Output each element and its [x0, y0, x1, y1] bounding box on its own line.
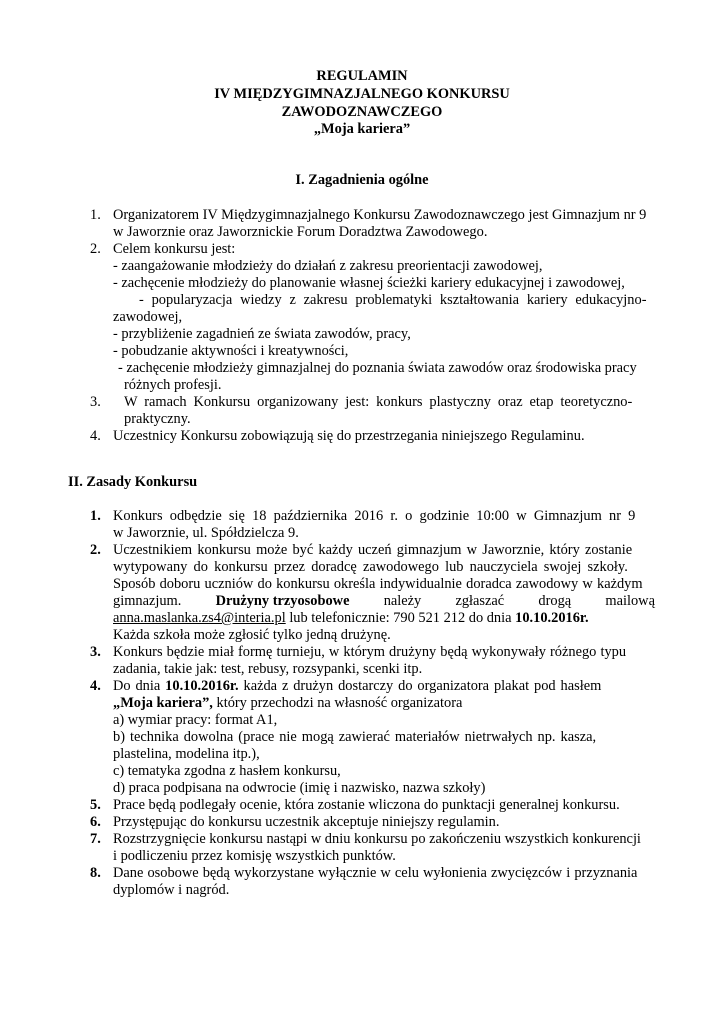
s2-item7-line1: Rozstrzygnięcie konkursu nastąpi w dniu konkursu po zakończeniu wszystkich konkurencji	[113, 831, 641, 847]
section-2-heading: II. Zasady Konkursu	[68, 474, 198, 490]
s2-item7-line2: i podliczeniu przez komisję wszystkich punktów.	[113, 848, 396, 864]
s2-item2-line2: wytypowany do konkursu przez doradcę zawodowego lub nauczyciela swojej szkoły.	[113, 559, 628, 575]
s1-goal-3-cont: zawodowej,	[113, 309, 183, 325]
contact-email-link[interactable]: anna.maslanka.zs4@interia.pl	[113, 610, 286, 626]
s2-item1-number: 1.	[90, 508, 101, 524]
s2-item6-line1: Przystępując do konkursu uczestnik akceptuje niniejszy regulamin.	[113, 814, 500, 830]
s1-goal-6: - zachęcenie młodzieży gimnazjalnej do poznania świata zawodów oraz środowiska pracy	[118, 360, 637, 376]
s2-item4-req-d: d) praca podpisana na odwrocie (imię i nazwisko, nazwa szkoły)	[113, 780, 486, 796]
s1-goal-6-cont: różnych profesji.	[124, 377, 222, 393]
s2-item8-number: 8.	[90, 865, 101, 881]
s2-item2-line6: Każda szkoła może zgłosić tylko jedną drużynę.	[113, 627, 391, 643]
s2-item2-number: 2.	[90, 542, 101, 558]
s2-item6-number: 6.	[90, 814, 101, 830]
title-line-4: „Moja kariera”	[313, 121, 411, 137]
s2-item3-number: 3.	[90, 644, 101, 660]
s2-item5-number: 5.	[90, 797, 101, 813]
s1-item1-line2: w Jaworznie oraz Jaworznickie Forum Doradztwa Zawodowego.	[113, 224, 488, 240]
s2-item5-line1: Prace będą podlegały ocenie, która zostanie wliczona do punktacji generalnej konkursu.	[113, 797, 620, 813]
s2-item4-req-b: b) technika dowolna (prace nie mogą zawierać materiałów nietrwałych np. kasza,	[113, 729, 597, 745]
s2-item2-line1: Uczestnikiem konkursu może być każdy uczeń gimnazjum w Jaworznie, który zostanie	[113, 542, 633, 558]
s1-goal-4: - przybliżenie zagadnień ze świata zawodów, pracy,	[113, 326, 411, 342]
title-line-3: ZAWODOZNAWCZEGO	[281, 104, 443, 120]
s1-item4-line1: Uczestnicy Konkursu zobowiązują się do przestrzegania niniejszego Regulaminu.	[113, 428, 585, 444]
s1-item3-line2: praktyczny.	[124, 411, 191, 427]
s2-item3-line2: zadania, takie jak: test, rebusy, rozsypanki, scenki itp.	[113, 661, 423, 677]
s1-goal-2: - zachęcenie młodzieży do planowanie własnej ścieżki kariery edukacyjnej i zawodowej,	[113, 275, 625, 291]
s2-item4-line1: Do dnia 10.10.2016r. każda z drużyn dostarczy do organizatora plakat pod hasłem	[113, 678, 602, 694]
s1-goal-3: - popularyzacja wiedzy z zakresu problematyki kształtowania kariery edukacyjno-	[139, 292, 647, 308]
s1-item1-number: 1.	[90, 207, 101, 223]
s1-item2-number: 2.	[90, 241, 101, 257]
s2-item1-line1: Konkurs odbędzie się 18 października 2016 r. o godzinie 10:00 w Gimnazjum nr 9	[113, 508, 636, 524]
s1-item2-intro: Celem konkursu jest:	[113, 241, 236, 257]
s2-item1-line2: w Jaworznie, ul. Spółdzielcza 9.	[113, 525, 299, 541]
s1-goal-1: - zaangażowanie młodzieży do działań z zakresu preorientacji zawodowej,	[113, 258, 543, 274]
s2-item3-line1: Konkurs będzie miał formę turnieju, w którym drużyny będą wykonywały różnego typu	[113, 644, 627, 660]
s1-goal-5: - pobudzanie aktywności i kreatywności,	[113, 343, 349, 359]
s2-item2-line5: anna.maslanka.zs4@interia.pl lub telefonicznie: 790 521 212 do dnia 10.10.2016r.	[113, 610, 589, 626]
s2-item4-number: 4.	[90, 678, 101, 694]
s2-item4-req-c: c) tematyka zgodna z hasłem konkursu,	[113, 763, 341, 779]
s2-item4-req-b-cont: plastelina, modelina itp.),	[113, 746, 260, 762]
title-line-2: IV MIĘDZYGIMNAZJALNEGO KONKURSU	[214, 86, 510, 102]
s2-item4-req-a: a) wymiar pracy: format A1,	[113, 712, 278, 728]
title-line-1: REGULAMIN	[316, 68, 408, 84]
s2-item2-line4: gimnazjum. Drużyny trzyosobowe należy zgłaszać drogą mailową	[113, 593, 655, 609]
s2-item2-line3: Sposób doboru uczniów do konkursu określa indywidualnie doradca zawodowy w każdym	[113, 576, 643, 592]
s1-item3-line1: W ramach Konkursu organizowany jest: konkurs plastyczny oraz etap teoretyczno-	[124, 394, 633, 410]
s1-item1-line1: Organizatorem IV Międzygimnazjalnego Konkursu Zawodoznawczego jest Gimnazjum nr 9	[113, 207, 647, 223]
s1-item3-number: 3.	[90, 394, 101, 410]
s2-item4-line2: „Moja kariera”, który przechodzi na własność organizatora	[113, 695, 463, 711]
s1-item4-number: 4.	[90, 428, 101, 444]
s2-item8-line2: dyplomów i nagród.	[113, 882, 230, 898]
s2-item8-line1: Dane osobowe będą wykorzystane wyłącznie w celu wyłonienia zwycięzców i przyznania	[113, 865, 638, 881]
section-1-heading: I. Zagadnienia ogólne	[295, 172, 429, 188]
s2-item7-number: 7.	[90, 831, 101, 847]
